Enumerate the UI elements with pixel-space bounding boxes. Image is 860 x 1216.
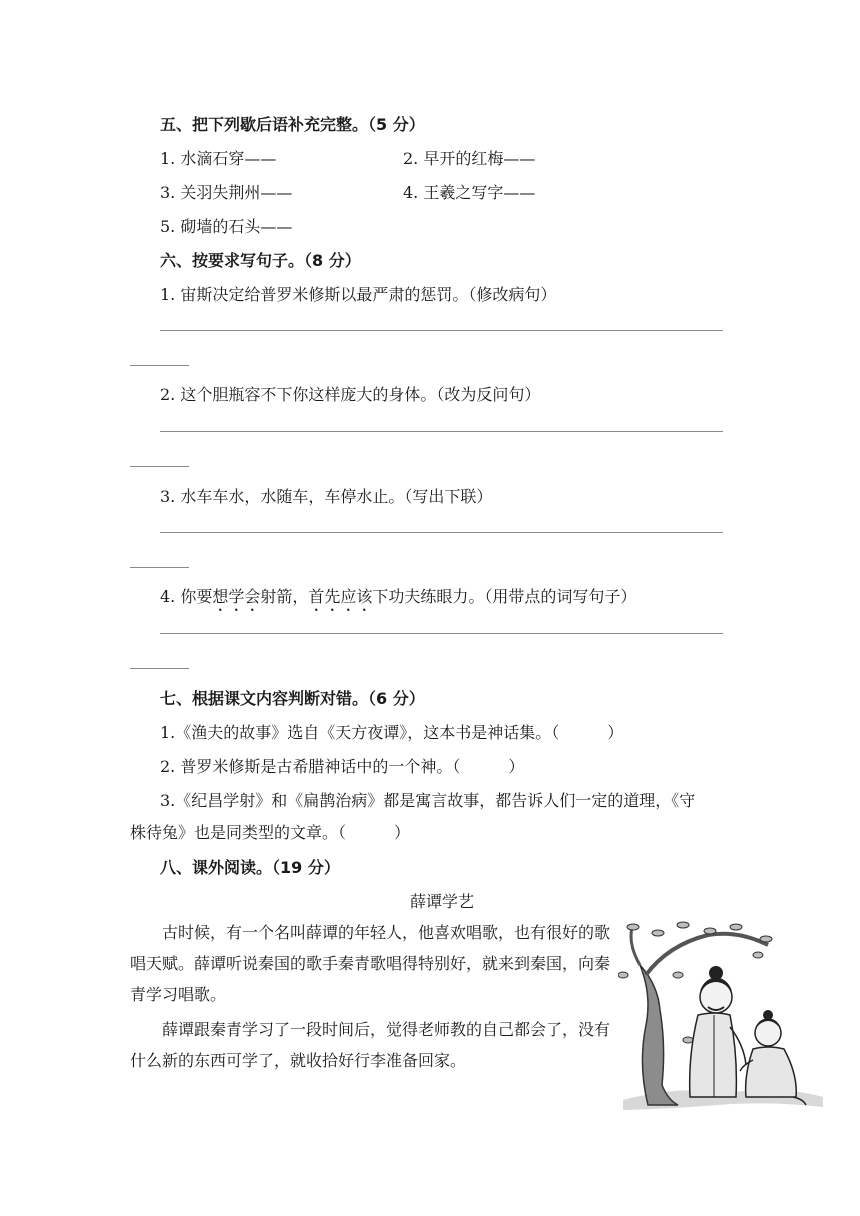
q4-prefix: 4. 你要 bbox=[160, 587, 213, 606]
answer-line-continuation[interactable] bbox=[130, 466, 189, 467]
dotted-word-2: 首先应该 bbox=[308, 587, 373, 606]
q4-mid: 射箭， bbox=[260, 587, 309, 606]
answer-line[interactable] bbox=[160, 330, 723, 331]
q4-suffix: 下功夫练眼力。（用带点的词写句子） bbox=[372, 587, 637, 606]
judge-question-1: 1.《渔夫的故事》选自《天方夜谭》，这本书是神话集。（ ） bbox=[160, 723, 624, 742]
sentence-question-2: 2. 这个胆瓶容不下你这样庞大的身体。（改为反问句） bbox=[160, 385, 541, 404]
sentence-question-3: 3. 水车车水，水随车，车停水止。（写出下联） bbox=[160, 487, 493, 506]
proverb-item-5: 5. 砌墙的石头—— bbox=[160, 217, 293, 236]
answer-line-continuation[interactable] bbox=[130, 365, 189, 366]
proverb-item-4: 4. 王羲之写字—— bbox=[403, 183, 536, 202]
story-paragraph-2: 薛谭跟秦青学习了一段时间后，觉得老师教的自己都会了，没有什么新的东西可学了，就收拾好行李准备回家。 bbox=[130, 1020, 611, 1070]
dotted-text: 想学会 bbox=[212, 587, 261, 606]
judge-question-3-line-1: 3.《纪昌学射》和《扁鹊治病》都是寓言故事，都告诉人们一定的道理，《守 bbox=[160, 791, 696, 810]
sentence-question-4 bbox=[160, 584, 636, 615]
section-5-heading: 五、把下列歇后语补充完整。（5 分） bbox=[160, 115, 425, 134]
proverb-item-3: 3. 关羽失荆州—— bbox=[160, 183, 293, 202]
answer-line-continuation[interactable] bbox=[130, 567, 189, 568]
judge-question-3-line-2: 株待兔》也是同类型的文章。（ ） bbox=[130, 823, 411, 842]
judge-question-2: 2. 普罗米修斯是古希腊神话中的一个神。（ ） bbox=[160, 757, 525, 776]
answer-line-continuation[interactable] bbox=[130, 668, 189, 669]
answer-line[interactable] bbox=[160, 532, 723, 533]
story-title: 薛谭学艺 bbox=[410, 892, 475, 911]
story-illustration bbox=[618, 915, 828, 1120]
answer-line[interactable] bbox=[160, 633, 723, 634]
dotted-word-1 bbox=[212, 587, 260, 606]
sentence-question-1: 1. 宙斯决定给普罗米修斯以最严肃的惩罚。（修改病句） bbox=[160, 285, 557, 304]
proverb-item-2: 2. 早开的红梅—— bbox=[403, 149, 536, 168]
section-6-heading: 六、按要求写句子。（8 分） bbox=[160, 251, 361, 270]
answer-line[interactable] bbox=[160, 431, 723, 432]
section-7-heading: 七、根据课文内容判断对错。（6 分） bbox=[160, 689, 425, 708]
proverb-item-1: 1. 水滴石穿—— bbox=[160, 149, 277, 168]
story-paragraph-1: 古时候，有一个名叫薛谭的年轻人，他喜欢唱歌，也有很好的歌唱天赋。薛谭听说秦国的歌手秦青歌唱得特别好，就来到秦国，向秦青学习唱歌。 bbox=[130, 923, 611, 1004]
story-body bbox=[130, 917, 610, 1076]
section-8-heading: 八、课外阅读。（19 分） bbox=[160, 858, 340, 877]
